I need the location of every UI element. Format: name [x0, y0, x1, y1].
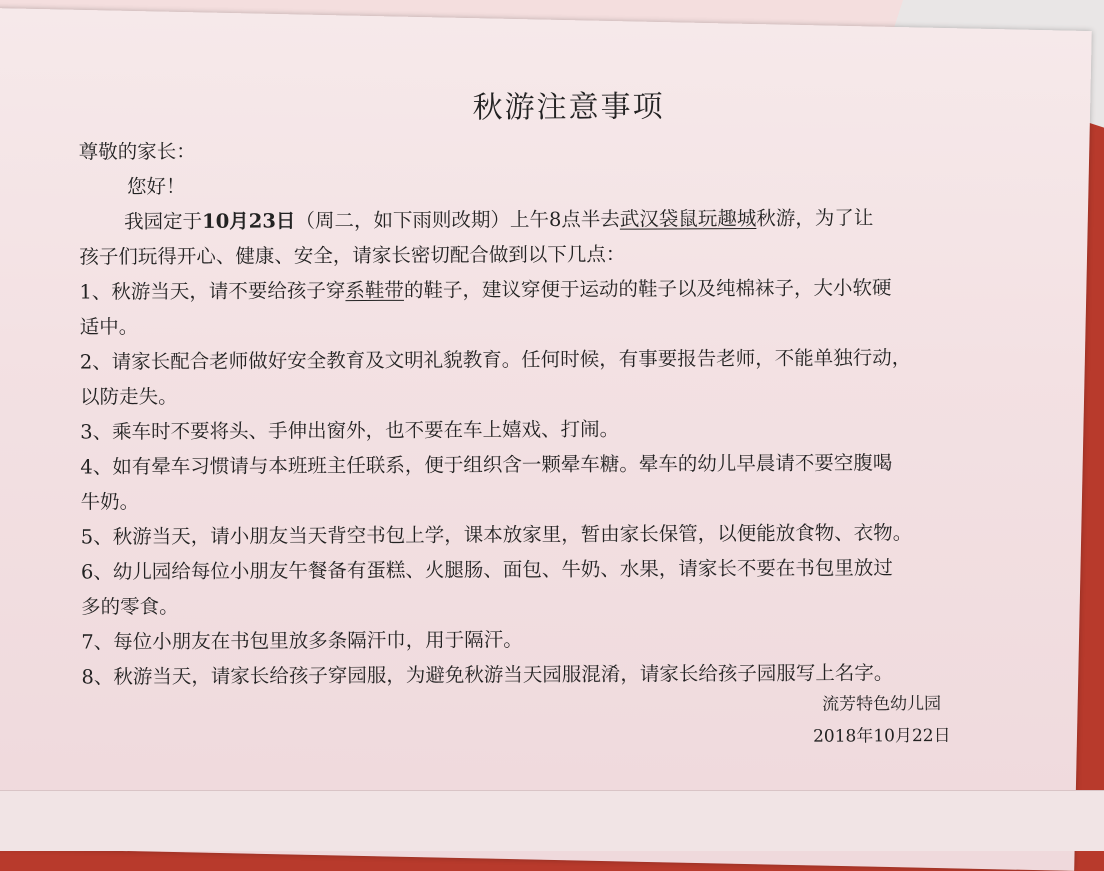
signature-block — [782, 688, 982, 753]
item-7: 7、每位小朋友在书包里放多条隔汗巾，用于隔汗。 — [81, 628, 523, 654]
notice-title: 秋游注意事项 — [472, 89, 665, 126]
item-1 — [79, 269, 1039, 309]
notice-content — [78, 85, 1041, 747]
item-8: 8、秋游当天，请家长给孩子穿园服，为避免秋游当天园服混淆，请家长给孩子园服写上名字。 — [81, 661, 894, 689]
item-6-continuation: 多的零食。 — [81, 594, 179, 619]
paper-stack-edge — [0, 790, 1104, 851]
item-4: 4、如有晕车习惯请与本班班主任联系，便于组织含一颗晕车糖。晕车的幼儿早晨请不要空腹喝 — [80, 451, 893, 479]
intro-text-3: 秋游，为了让 — [756, 206, 874, 230]
intro-date: 10月23日 — [202, 209, 296, 233]
item-1-highlight: 系鞋带 — [345, 278, 404, 303]
greeting: 您好！ — [126, 174, 186, 199]
item-3: 3、乘车时不要将头、手伸出窗外，也不要在车上嬉戏、打闹。 — [80, 417, 620, 444]
item-1-continuation: 适中。 — [79, 315, 139, 339]
item-2: 2、请家长配合老师做好安全教育及文明礼貌教育。任何时候，有事要报告老师，不能单独行动， — [79, 346, 912, 374]
intro-text-2: （周二，如下雨则改期）上午8点半去 — [295, 207, 620, 233]
signature-org: 流芳特色幼儿园 — [822, 694, 942, 715]
salutation: 尊敬的家长： — [78, 139, 196, 164]
item-6: 6、幼儿园给每位小朋友午餐备有蛋糕、火腿肠、面包、牛奶、水果，请家长不要在书包里放过 — [80, 556, 893, 584]
item-1-text-b: 的鞋子，建议穿便于运动的鞋子以及纯棉袜子，大小软硬 — [403, 276, 892, 302]
item-2-continuation: 以防走失。 — [79, 385, 178, 409]
intro-place: 武汉袋鼠玩趣城 — [619, 206, 757, 231]
intro-text-1: 我园定于 — [124, 209, 203, 234]
item-1-text-a: 1、秋游当天，请不要给孩子穿 — [79, 279, 346, 304]
item-5: 5、秋游当天，请小朋友当天背空书包上学，课本放家里，暂由家长保管，以便能放食物、衣物。 — [80, 521, 913, 549]
signature-date: 2018年10月22日 — [813, 725, 951, 747]
intro-line — [79, 199, 1039, 239]
item-4-continuation: 牛奶。 — [80, 490, 140, 514]
intro-continuation: 孩子们玩得开心、健康、安全，请家长密切配合做到以下几点： — [79, 242, 626, 269]
